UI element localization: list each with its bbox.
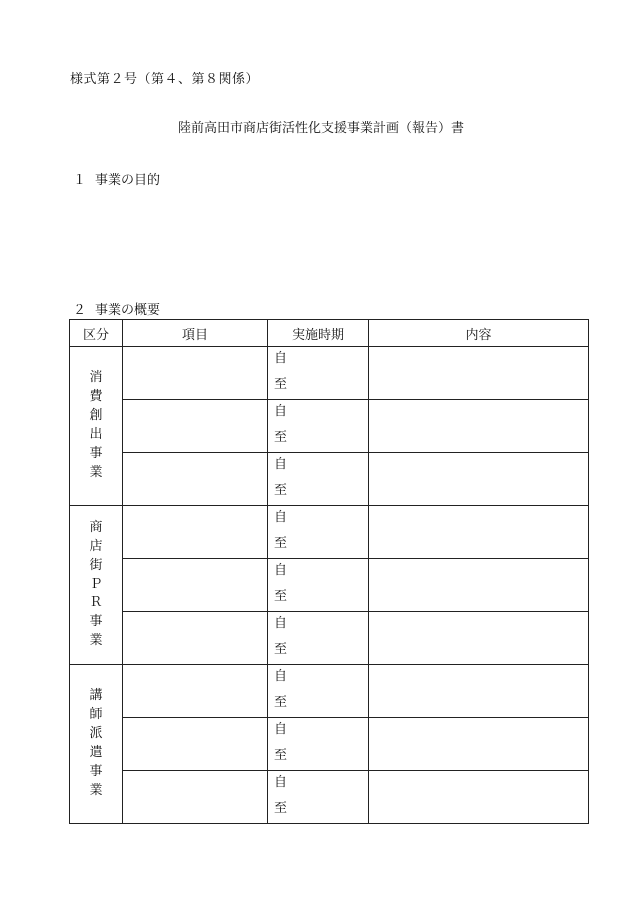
table-row — [70, 559, 589, 612]
document-title: 陸前高田市商店街活性化支援事業計画（報告）書 — [177, 121, 464, 136]
table-header-row — [70, 320, 589, 347]
period-to-label: 至 — [274, 801, 288, 816]
period-to-label: 至 — [274, 695, 288, 710]
section-1-title: 事業の目的 — [95, 173, 161, 188]
item-cell[interactable] — [123, 718, 268, 771]
header-period: 実施時期 — [268, 320, 369, 347]
period-to-label: 至 — [274, 589, 288, 604]
form-number: 様式第２号（第４、第８関係） — [70, 72, 260, 87]
section-1-heading — [73, 169, 160, 188]
section-2-number: ２ — [73, 303, 87, 318]
item-cell[interactable] — [123, 771, 268, 824]
table-row — [70, 400, 589, 453]
period-cell[interactable] — [268, 771, 369, 824]
header-category: 区分 — [70, 320, 123, 347]
table-row — [70, 347, 589, 400]
section-1-number: １ — [73, 173, 87, 188]
table-row — [70, 506, 589, 559]
content-cell[interactable] — [369, 559, 589, 612]
period-from-label: 自 — [274, 351, 288, 366]
content-cell[interactable] — [369, 718, 589, 771]
period-from-label: 自 — [274, 510, 288, 525]
period-to-label: 至 — [274, 748, 288, 763]
period-cell[interactable] — [268, 559, 369, 612]
period-from-label: 自 — [274, 563, 288, 578]
category-cell-pr — [70, 506, 123, 665]
table-row — [70, 612, 589, 665]
period-to-label: 至 — [274, 536, 288, 551]
period-from-label: 自 — [274, 722, 288, 737]
content-cell[interactable] — [369, 665, 589, 718]
category-label: 商店街ＰＲ事業 — [89, 520, 103, 649]
category-cell-instructor — [70, 665, 123, 824]
content-cell[interactable] — [369, 506, 589, 559]
item-cell[interactable] — [123, 506, 268, 559]
period-cell[interactable] — [268, 453, 369, 506]
content-cell[interactable] — [369, 771, 589, 824]
section-2-heading — [73, 299, 160, 318]
period-from-label: 自 — [274, 616, 288, 631]
header-item: 項目 — [123, 320, 268, 347]
item-cell[interactable] — [123, 400, 268, 453]
category-label: 消費創出事業 — [89, 370, 103, 480]
period-from-label: 自 — [274, 775, 288, 790]
period-to-label: 至 — [274, 377, 288, 392]
category-label: 講師派遣事業 — [89, 688, 103, 798]
period-cell[interactable] — [268, 347, 369, 400]
period-cell[interactable] — [268, 400, 369, 453]
period-from-label: 自 — [274, 404, 288, 419]
category-cell-consumption — [70, 347, 123, 506]
table-row — [70, 665, 589, 718]
item-cell[interactable] — [123, 453, 268, 506]
item-cell[interactable] — [123, 347, 268, 400]
period-cell[interactable] — [268, 718, 369, 771]
item-cell[interactable] — [123, 612, 268, 665]
content-cell[interactable] — [369, 347, 589, 400]
content-cell[interactable] — [369, 453, 589, 506]
period-cell[interactable] — [268, 506, 369, 559]
period-to-label: 至 — [274, 642, 288, 657]
period-to-label: 至 — [274, 430, 288, 445]
overview-table — [69, 319, 589, 824]
period-cell[interactable] — [268, 612, 369, 665]
table-row — [70, 718, 589, 771]
item-cell[interactable] — [123, 559, 268, 612]
period-from-label: 自 — [274, 457, 288, 472]
item-cell[interactable] — [123, 665, 268, 718]
table-row — [70, 453, 589, 506]
header-content: 内容 — [369, 320, 589, 347]
table-row — [70, 771, 589, 824]
section-2-title: 事業の概要 — [95, 303, 161, 318]
content-cell[interactable] — [369, 400, 589, 453]
period-to-label: 至 — [274, 483, 288, 498]
content-cell[interactable] — [369, 612, 589, 665]
period-cell[interactable] — [268, 665, 369, 718]
period-from-label: 自 — [274, 669, 288, 684]
